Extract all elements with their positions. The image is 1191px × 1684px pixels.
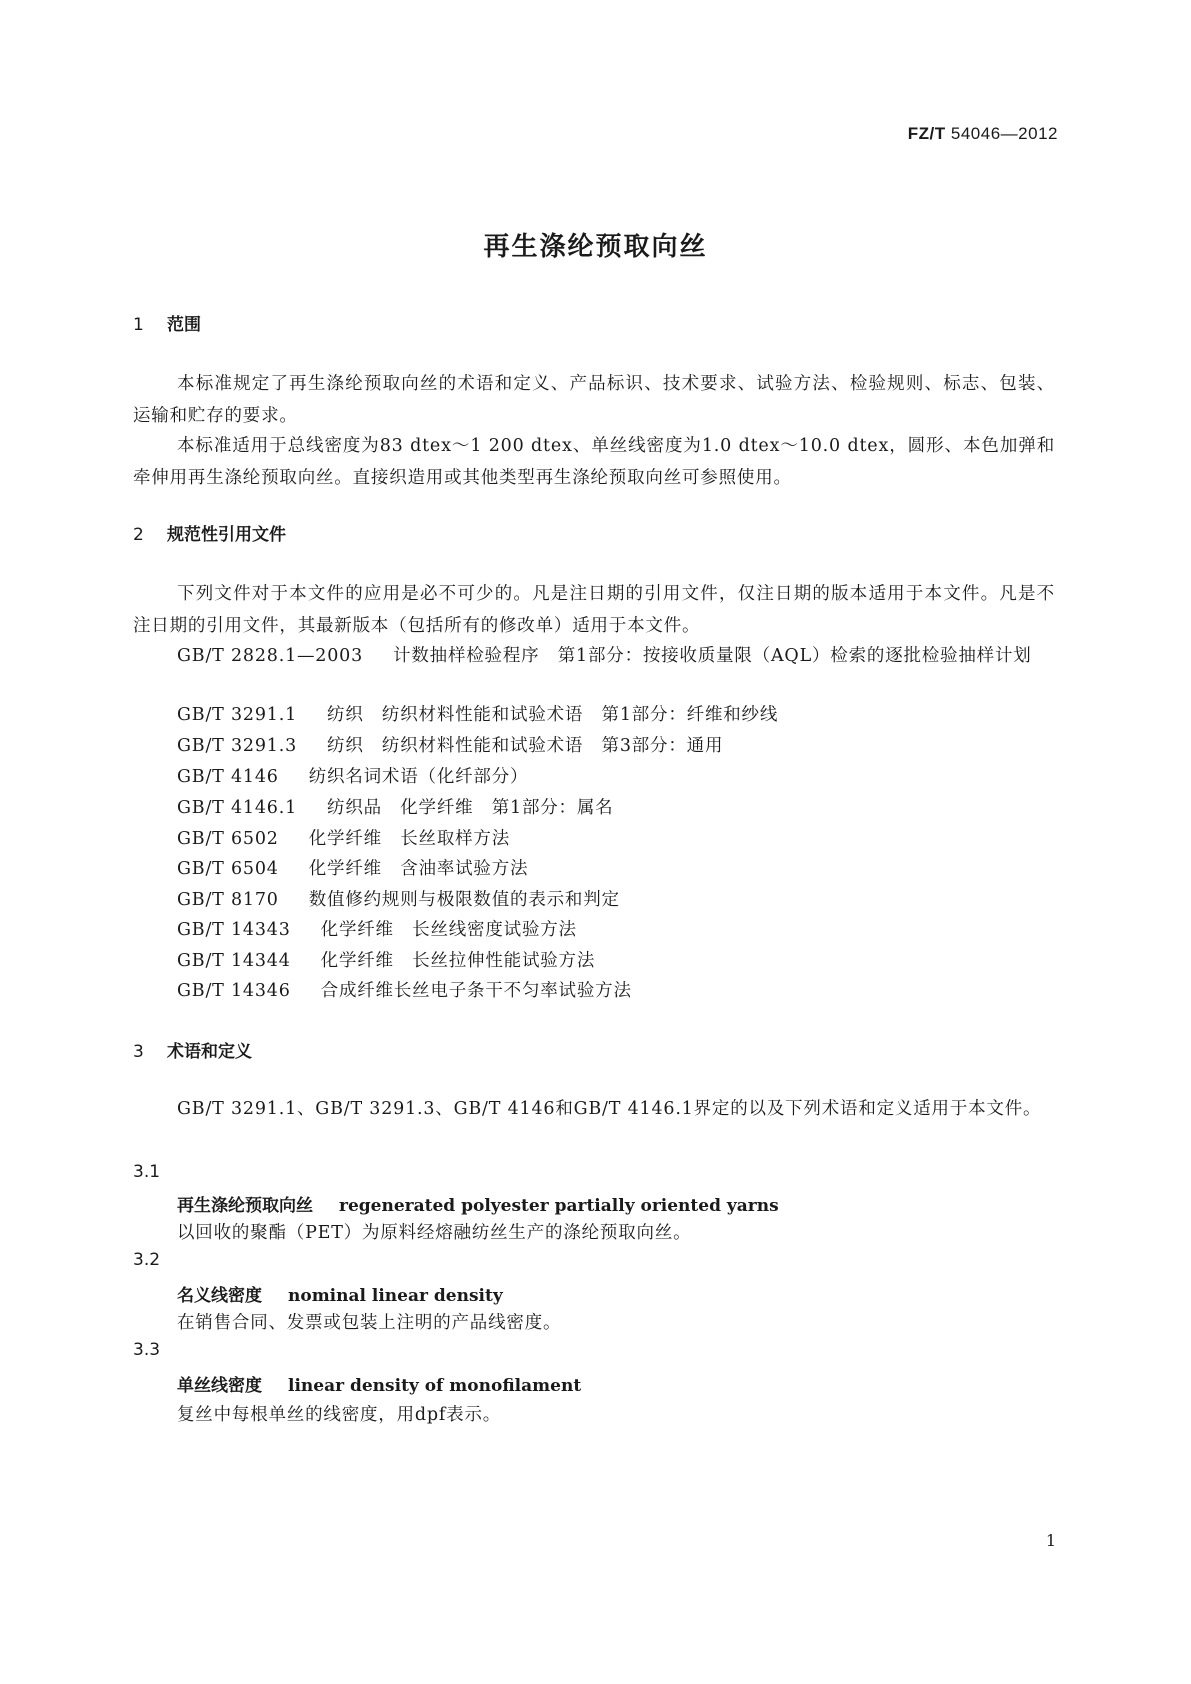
term-heading bbox=[177, 1281, 503, 1306]
reference-code: GB/T 14344 bbox=[177, 951, 291, 971]
reference-title: 化学纤维 长丝拉伸性能试验方法 bbox=[320, 951, 596, 971]
term-chinese: 名义线密度 bbox=[177, 1286, 262, 1306]
reference-code: GB/T 8170 bbox=[177, 890, 279, 910]
reference-item bbox=[177, 884, 620, 916]
term-chinese: 再生涤纶预取向丝 bbox=[177, 1196, 313, 1216]
reference-item bbox=[177, 730, 723, 762]
reference-title: 计数抽样检验程序 第1部分：按接收质量限（AQL）检索的逐批检验抽样计划 bbox=[393, 646, 1032, 666]
standard-code-prefix: FZ/T bbox=[907, 124, 946, 143]
term-heading bbox=[177, 1191, 779, 1216]
term-english: nominal linear density bbox=[288, 1286, 503, 1306]
section-1-paragraph-2: 本标准适用于总线密度为83 dtex～1 200 dtex、单丝线密度为1.0 dtex～10.0 dtex，圆形、本色加弹和牵伸用再生涤纶预取向丝。直接织造用或其他类型再生涤纶预取向丝可参照使用。 bbox=[133, 436, 1055, 488]
term-number: 3.1 bbox=[133, 1162, 161, 1182]
reference-item bbox=[177, 975, 632, 1007]
reference-item bbox=[177, 914, 577, 946]
section-3-number: 3 bbox=[133, 1042, 144, 1062]
term-heading bbox=[177, 1371, 581, 1396]
reference-item bbox=[133, 640, 1055, 672]
term-definition: 在销售合同、发票或包装上注明的产品线密度。 bbox=[177, 1313, 562, 1333]
standard-code-suffix: 54046—2012 bbox=[945, 124, 1058, 143]
reference-item bbox=[177, 945, 595, 977]
standard-number bbox=[908, 124, 1058, 144]
term-definition: 复丝中每根单丝的线密度，用dpf表示。 bbox=[177, 1405, 502, 1425]
term-definition: 以回收的聚酯（PET）为原料经熔融纺丝生产的涤纶预取向丝。 bbox=[177, 1223, 692, 1243]
term-english: linear density of monofilament bbox=[288, 1376, 582, 1396]
reference-title: 纺织名词术语（化纤部分） bbox=[308, 767, 529, 787]
reference-code: GB/T 3291.1 bbox=[177, 705, 298, 725]
section-2-number: 2 bbox=[133, 525, 144, 545]
reference-code: GB/T 3291.3 bbox=[177, 736, 298, 756]
reference-code: GB/T 2828.1—2003 bbox=[177, 646, 364, 666]
reference-title: 化学纤维 长丝线密度试验方法 bbox=[320, 920, 577, 940]
term-number: 3.2 bbox=[133, 1250, 161, 1270]
section-1-title: 范围 bbox=[167, 315, 201, 335]
section-3-paragraph-1: GB/T 3291.1、GB/T 3291.3、GB/T 4146和GB/T 4146.1界定的以及下列术语和定义适用于本文件。 bbox=[177, 1099, 1042, 1119]
reference-title: 纺织 纺织材料性能和试验术语 第3部分：通用 bbox=[327, 736, 724, 756]
reference-item bbox=[177, 792, 613, 824]
reference-code: GB/T 4146 bbox=[177, 767, 279, 787]
reference-item bbox=[177, 761, 528, 793]
term-english: regenerated polyester partially oriented yarns bbox=[339, 1196, 779, 1216]
reference-title: 纺织品 化学纤维 第1部分：属名 bbox=[327, 798, 614, 818]
term-number: 3.3 bbox=[133, 1340, 161, 1360]
section-2-heading bbox=[133, 520, 286, 545]
reference-title: 数值修约规则与极限数值的表示和判定 bbox=[308, 890, 620, 910]
reference-title: 化学纤维 含油率试验方法 bbox=[308, 859, 529, 879]
reference-item bbox=[177, 853, 528, 885]
reference-title: 化学纤维 长丝取样方法 bbox=[308, 829, 511, 849]
section-2-paragraph-1: 下列文件对于本文件的应用是必不可少的。凡是注日期的引用文件，仅注日期的版本适用于本文件。凡是不注日期的引用文件，其最新版本（包括所有的修改单）适用于本文件。 bbox=[133, 584, 1055, 636]
section-1-paragraph-1: 本标准规定了再生涤纶预取向丝的术语和定义、产品标识、技术要求、试验方法、检验规则、标志、包装、运输和贮存的要求。 bbox=[133, 374, 1055, 426]
reference-code: GB/T 14343 bbox=[177, 920, 291, 940]
reference-item bbox=[177, 699, 778, 731]
section-3-title: 术语和定义 bbox=[167, 1042, 252, 1062]
section-1-number: 1 bbox=[133, 315, 144, 335]
section-2-title: 规范性引用文件 bbox=[167, 525, 286, 545]
document-title: 再生涤纶预取向丝 bbox=[483, 232, 708, 262]
section-1-heading bbox=[133, 310, 201, 335]
term-chinese: 单丝线密度 bbox=[177, 1376, 262, 1396]
section-3-heading bbox=[133, 1037, 252, 1062]
reference-code: GB/T 4146.1 bbox=[177, 798, 298, 818]
reference-title: 纺织 纺织材料性能和试验术语 第1部分：纤维和纱线 bbox=[327, 705, 779, 725]
page-number: 1 bbox=[1045, 1531, 1056, 1550]
reference-item bbox=[177, 823, 510, 855]
reference-code: GB/T 6504 bbox=[177, 859, 279, 879]
reference-title: 合成纤维长丝电子条干不匀率试验方法 bbox=[320, 981, 632, 1001]
reference-code: GB/T 6502 bbox=[177, 829, 279, 849]
reference-code: GB/T 14346 bbox=[177, 981, 291, 1001]
